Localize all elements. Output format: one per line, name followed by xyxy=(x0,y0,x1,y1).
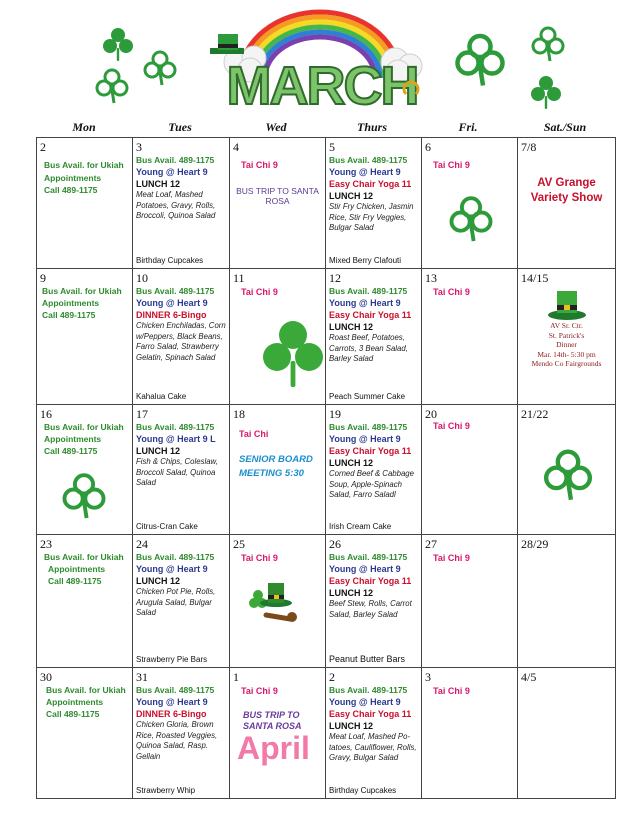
shamrock-icon xyxy=(260,317,326,397)
shamrock-outline-icon xyxy=(540,447,596,503)
lunch-label: LUNCH 12 xyxy=(329,322,374,332)
event-line: Mar. 14th- 5:30 pm xyxy=(537,349,596,359)
young-at-heart: Young @ Heart 9 L xyxy=(136,434,216,444)
bus-line: Bus Avail. 489-1175 xyxy=(136,552,215,562)
tai-chi: Tai Chi xyxy=(239,429,269,439)
day-number: 18 xyxy=(233,407,245,421)
day-number: 4 xyxy=(233,140,239,154)
dessert-text: Peanut Butter Bars xyxy=(329,654,406,664)
event-line: Mendo Co Fairgrounds xyxy=(531,359,602,368)
day-number: 4/5 xyxy=(521,670,537,684)
lunch-label: LUNCH 12 xyxy=(136,446,181,456)
dessert-text: Mixed Berry Clafouti xyxy=(329,256,402,265)
day-cell xyxy=(230,138,326,269)
shamrock-outline-icon xyxy=(533,28,563,61)
leprechaun-hat-icon xyxy=(547,287,587,321)
menu-text: Meat Loaf, Mashed Po-tatoes, Cauliflower, Rolls, Gravy, Bulgar Salad xyxy=(329,732,417,762)
day-number: 24 xyxy=(136,537,148,551)
bus-ukiah-line2: Appointments xyxy=(44,434,102,444)
bus-line: Bus Avail. 489-1175 xyxy=(329,552,408,562)
tai-chi: Tai Chi 9 xyxy=(433,421,470,431)
day-cell xyxy=(518,668,616,799)
day-cell xyxy=(326,269,422,405)
bus-ukiah-line2: Appointments xyxy=(46,697,104,707)
day-number: 16 xyxy=(40,407,52,421)
menu-text: Chicken Pot Pie, Rolls, Arugula Salad, Bulgar Salad xyxy=(136,587,216,617)
bus-line: Bus Avail. 489-1175 xyxy=(329,422,408,432)
dessert-text: Irish Cream Cake xyxy=(329,522,392,531)
bus-line: Bus Avail. 489-1175 xyxy=(136,286,215,296)
day-number: 6 xyxy=(425,140,431,154)
bus-line: Bus Avail. 489-1175 xyxy=(329,685,408,695)
day-number: 7/8 xyxy=(521,140,537,154)
day-cell xyxy=(518,405,616,535)
young-at-heart: Young @ Heart 9 xyxy=(329,167,401,177)
april-label: April xyxy=(237,730,310,766)
day-number: 25 xyxy=(233,537,245,551)
bus-ukiah-line3: Call 489-1175 xyxy=(44,446,98,456)
day-number: 30 xyxy=(40,670,52,684)
young-at-heart: Young @ Heart 9 xyxy=(329,434,401,444)
senior-board-line1: SENIOR BOARD xyxy=(239,454,313,465)
day-cell xyxy=(133,668,230,799)
day-cell xyxy=(422,535,518,668)
event-title: AV Grange xyxy=(537,177,596,189)
shamrock-outline-icon xyxy=(59,471,109,521)
day-number: 26 xyxy=(329,537,341,551)
bus-ukiah-line2: Appointments xyxy=(48,564,106,574)
young-at-heart: Young @ Heart 9 xyxy=(329,697,401,707)
day-number: 12 xyxy=(329,271,341,285)
menu-text: Chicken Enchiladas, Corn w/Peppers, Black Beans, Farro Salad, Strawberry Gelatin, Spinach Salad xyxy=(136,321,226,362)
bus-ukiah-line3: Call 489-1175 xyxy=(42,310,96,320)
lunch-label: LUNCH 12 xyxy=(136,576,181,586)
day-cell xyxy=(37,535,133,668)
day-cell xyxy=(230,535,326,668)
menu-text: Stir Fry Chicken, Jasmin Rice, Stir Fry Veggies, Bulgar Salad xyxy=(329,202,414,232)
dessert-text: Citrus-Cran Cake xyxy=(136,522,198,531)
tai-chi: Tai Chi 9 xyxy=(433,287,470,297)
day-cell xyxy=(518,269,616,405)
day-number: 23 xyxy=(40,537,52,551)
day-cell xyxy=(422,405,518,535)
day-cell xyxy=(133,269,230,405)
day-header: Thurs xyxy=(356,120,388,134)
bus-ukiah-line3: Call 489-1175 xyxy=(48,576,102,586)
senior-board-line2: MEETING 5:30 xyxy=(239,468,304,479)
day-cell xyxy=(37,668,133,799)
lunch-label: LUNCH 12 xyxy=(329,458,374,468)
day-header: Tues xyxy=(168,120,192,134)
day-cell xyxy=(133,535,230,668)
day-number: 13 xyxy=(425,271,437,285)
day-cell xyxy=(230,269,326,405)
young-at-heart: Young @ Heart 9 xyxy=(136,564,208,574)
day-cell xyxy=(518,535,616,668)
day-cell xyxy=(422,269,518,405)
calendar-grid xyxy=(36,137,616,799)
day-number: 11 xyxy=(233,271,245,285)
page-title: MARCH xyxy=(226,56,418,116)
day-number: 31 xyxy=(136,670,148,684)
day-cell xyxy=(133,405,230,535)
tai-chi: Tai Chi 9 xyxy=(433,160,470,170)
young-at-heart: Young @ Heart 9 xyxy=(136,298,208,308)
dessert-text: Strawberry Whip xyxy=(136,786,196,795)
day-cell xyxy=(422,668,518,799)
bus-ukiah-line1: Bus Avail. for Ukiah xyxy=(44,422,124,432)
day-cell xyxy=(518,138,616,269)
day-number: 17 xyxy=(136,407,148,421)
day-number: 19 xyxy=(329,407,341,421)
day-cell xyxy=(230,405,326,535)
day-number: 28/29 xyxy=(521,537,549,551)
tai-chi: Tai Chi 9 xyxy=(241,287,278,297)
day-cell xyxy=(422,138,518,269)
day-header: Mon xyxy=(72,120,96,134)
day-cell xyxy=(133,138,230,269)
young-at-heart: Young @ Heart 9 xyxy=(136,167,208,177)
shamrock-outline-icon xyxy=(446,194,496,244)
tai-chi: Tai Chi 9 xyxy=(433,686,470,696)
dessert-text: Peach Summer Cake xyxy=(329,392,406,401)
day-number: 2 xyxy=(329,670,335,684)
day-number: 21/22 xyxy=(521,407,549,421)
menu-text: Beef Stew, Rolls, Carrot Salad, Barley Salad xyxy=(329,599,412,619)
day-number: 3 xyxy=(425,670,431,684)
menu-text: Corned Beef & Cabbage Soup, Apple-Spinach Salad, Farro Saladl xyxy=(329,469,414,499)
shamrock-icon xyxy=(103,28,133,61)
header-banner xyxy=(0,0,644,118)
bus-line: Bus Avail. 489-1175 xyxy=(136,422,215,432)
young-at-heart: Young @ Heart 9 xyxy=(136,697,208,707)
day-number: 5 xyxy=(329,140,335,154)
day-cell xyxy=(230,668,326,799)
day-number: 2 xyxy=(40,140,46,154)
tai-chi: Tai Chi 9 xyxy=(241,553,278,563)
chair-yoga: Easy Chair Yoga 11 xyxy=(329,576,412,586)
menu-text: Chicken Gloria, Brown Rice, Roasted Veggies, Quinoa Salad, Rasp. Gellain xyxy=(136,720,218,761)
week-row xyxy=(37,668,616,799)
day-number: 20 xyxy=(425,407,437,421)
event-line: AV Sr. Ctr. xyxy=(550,321,583,330)
bus-ukiah-line3: Call 489-1175 xyxy=(44,184,98,195)
chair-yoga: Easy Chair Yoga 11 xyxy=(329,179,412,189)
bus-line: Bus Avail. 489-1175 xyxy=(329,155,408,165)
shamrock-outline-icon xyxy=(97,70,127,103)
week-row xyxy=(37,535,616,668)
week-row xyxy=(37,405,616,535)
shamrock-outline-icon xyxy=(458,36,503,86)
day-number: 3 xyxy=(136,140,142,154)
day-cell xyxy=(37,405,133,535)
bus-ukiah-line1: Bus Avail. for Ukiah xyxy=(46,685,126,695)
dessert-text: Birthday Cupcakes xyxy=(136,256,204,265)
day-number: 10 xyxy=(136,271,148,285)
bus-line: Bus Avail. 489-1175 xyxy=(329,286,408,296)
bus-ukiah-line1: Bus Avail. for Ukiah xyxy=(44,160,124,170)
menu-text: Roast Beef, Potatoes, Carrots, 3 Bean Salad, Barley Salad xyxy=(329,333,408,363)
dinner-bingo: DINNER 6-Bingo xyxy=(136,310,207,320)
weekday-header xyxy=(36,117,614,137)
bus-ukiah-line2: Appointments xyxy=(44,172,102,183)
shamrock-icon xyxy=(531,76,561,109)
bus-trip-text: BUS TRIP TO SANTA ROSA xyxy=(236,186,319,206)
bus-ukiah-line3: Call 489-1175 xyxy=(46,709,100,719)
day-header: Fri. xyxy=(458,120,478,134)
week-row xyxy=(37,269,616,405)
tai-chi: Tai Chi 9 xyxy=(433,553,470,563)
day-header: Wed xyxy=(265,120,287,134)
hat-and-pipe-icon xyxy=(244,573,304,629)
day-cell xyxy=(326,668,422,799)
lunch-label: LUNCH 12 xyxy=(136,179,181,189)
dessert-text: Birthday Cupcakes xyxy=(329,786,397,795)
day-number: 9 xyxy=(40,271,46,285)
shamrock-outline-icon xyxy=(145,52,175,85)
bus-ukiah-line1: Bus Avail. for Ukiah xyxy=(42,286,122,296)
bus-trip-text: BUS TRIP TO SANTA ROSA xyxy=(243,710,302,731)
lunch-label: LUNCH 12 xyxy=(329,588,374,598)
day-cell xyxy=(326,535,422,668)
week-row xyxy=(37,138,616,269)
day-number: 14/15 xyxy=(521,271,549,285)
bus-ukiah-line2: Appointments xyxy=(42,298,100,308)
header-art xyxy=(0,0,644,118)
day-cell xyxy=(37,269,133,405)
day-cell xyxy=(326,405,422,535)
menu-text: Fish & Chips, Coleslaw, Broccoli Salad, Quinoa Salad xyxy=(136,457,218,487)
bus-ukiah-line1: Bus Avail. for Ukiah xyxy=(44,552,124,562)
day-number: 1 xyxy=(233,670,239,684)
day-number: 27 xyxy=(425,537,437,551)
lunch-label: LUNCH 12 xyxy=(329,721,374,731)
chair-yoga: Easy Chair Yoga 11 xyxy=(329,709,412,719)
chair-yoga: Easy Chair Yoga 11 xyxy=(329,446,412,456)
day-header: Sat./Sun xyxy=(543,120,587,134)
dinner-bingo: DINNER 6-Bingo xyxy=(136,709,207,719)
event-line: Dinner xyxy=(556,340,577,349)
chair-yoga: Easy Chair Yoga 11 xyxy=(329,310,412,320)
young-at-heart: Young @ Heart 9 xyxy=(329,298,401,308)
event-line: St. Patrick's xyxy=(548,330,585,340)
dessert-text: Kahalua Cake xyxy=(136,392,187,401)
tai-chi: Tai Chi 9 xyxy=(241,160,278,170)
day-cell xyxy=(37,138,133,269)
lunch-label: LUNCH 12 xyxy=(329,191,374,201)
menu-text: Meat Loaf, Mashed Potatoes, Gravy, Rolls, Broccoli, Quinoa Salad xyxy=(136,190,216,220)
bus-line: Bus Avail. 489-1175 xyxy=(136,155,215,165)
day-cell xyxy=(326,138,422,269)
bus-line: Bus Avail. 489-1175 xyxy=(136,685,215,695)
event-subtitle: Variety Show xyxy=(530,192,603,204)
dessert-text: Strawberry Pie Bars xyxy=(136,655,208,664)
tai-chi: Tai Chi 9 xyxy=(241,686,278,696)
leprechaun-hat-icon xyxy=(210,34,244,54)
young-at-heart: Young @ Heart 9 xyxy=(329,564,401,574)
